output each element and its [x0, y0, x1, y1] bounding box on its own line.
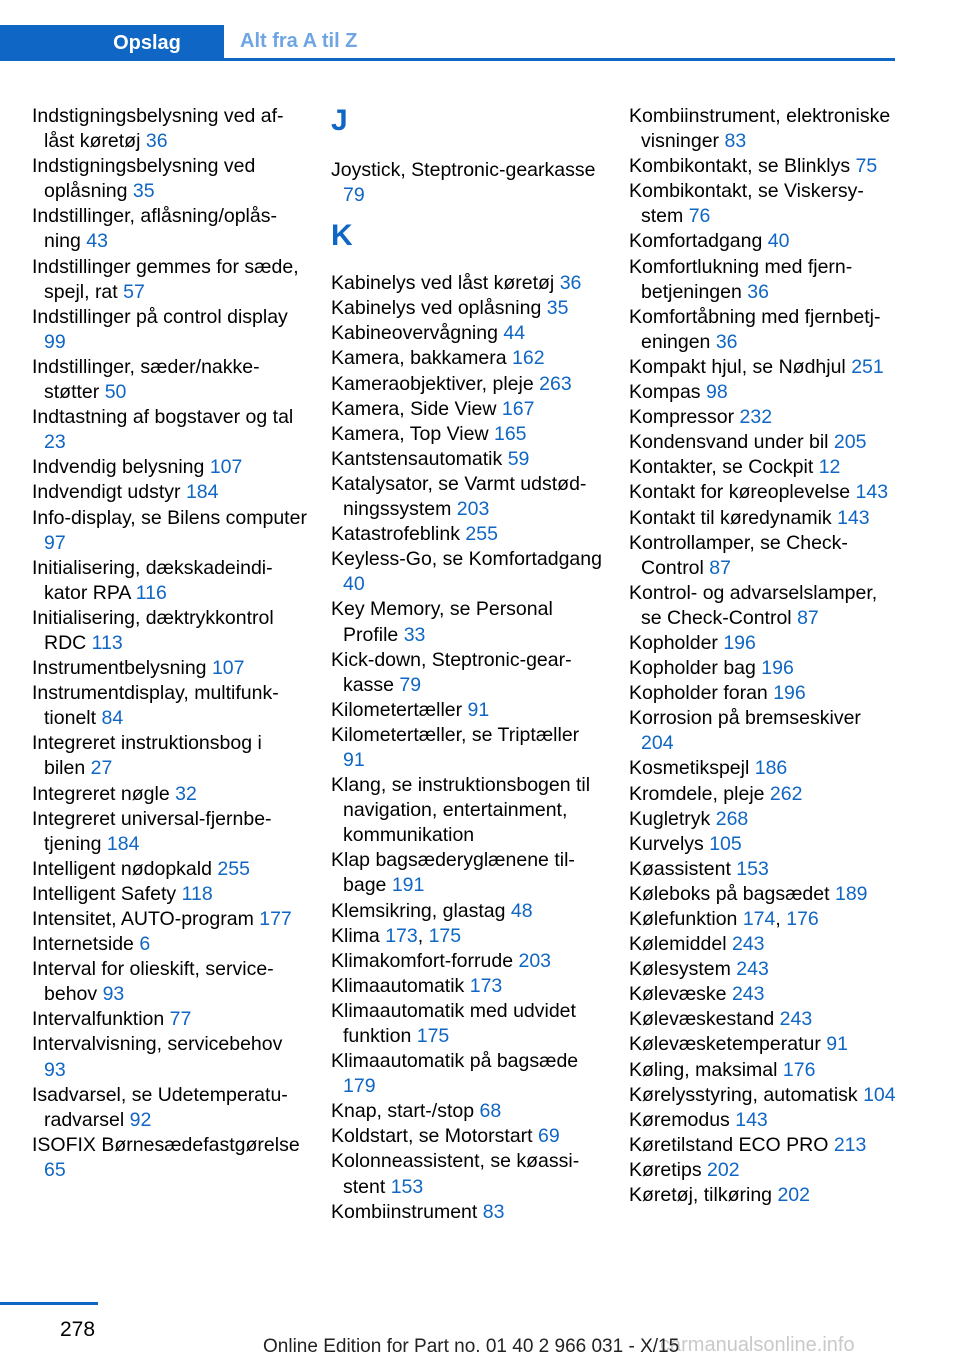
- page-link[interactable]: 59: [507, 447, 530, 470]
- index-entry: [331, 949, 606, 974]
- page-link[interactable]: 48: [510, 899, 533, 922]
- page-link[interactable]: 186: [754, 757, 788, 780]
- page-link[interactable]: 36: [715, 330, 738, 353]
- page-number: 278: [60, 1318, 96, 1341]
- entry-term: Kombiinstrument, elektroniske visninger: [629, 105, 891, 153]
- entry-term: Indstillinger gemmes for sæde, spejl, rat: [32, 255, 299, 303]
- page-link[interactable]: 33: [403, 623, 426, 646]
- entry-term: Klimakomfort-forrude: [331, 949, 514, 972]
- entry-term: Katalysator, se Varmt udstødningssystem: [331, 472, 587, 521]
- index-entry: [331, 648, 606, 698]
- page-link[interactable]: 176: [782, 1058, 816, 1081]
- index-entry: [32, 907, 307, 932]
- page-link[interactable]: 232: [739, 406, 773, 429]
- entry-term: Kombiinstrument: [331, 1200, 478, 1223]
- index-entry: [331, 1099, 606, 1124]
- index-entry: [629, 480, 897, 505]
- index-entry: [331, 597, 606, 647]
- page-link[interactable]: 83: [724, 130, 747, 153]
- page-link[interactable]: 43: [86, 230, 108, 253]
- entry-term: Indstillinger på control display: [32, 305, 288, 328]
- entry-term: Intervalfunktion: [32, 1008, 165, 1031]
- page-link[interactable]: 243: [779, 1008, 813, 1031]
- index-entry: [32, 957, 307, 1007]
- page-link[interactable]: 32: [175, 782, 197, 805]
- index-entry: [629, 932, 897, 957]
- entry-term: Indvendig belysning: [32, 456, 205, 479]
- page-link[interactable]: 203: [518, 949, 552, 972]
- page-link[interactable]: 68: [479, 1100, 502, 1123]
- page-link[interactable]: 203: [456, 498, 490, 521]
- index-entry: [629, 154, 897, 179]
- index-entry: [331, 397, 606, 422]
- index-entry: [629, 631, 897, 656]
- entry-term: Klimaautomatik: [331, 974, 465, 997]
- index-entry: [629, 1108, 897, 1133]
- index-entry: [32, 681, 307, 731]
- index-entry: [629, 1032, 897, 1057]
- index-entry: [32, 731, 307, 781]
- index-entry: [331, 698, 606, 723]
- entry-term: Kosmetikspejl: [629, 757, 750, 780]
- entry-term: Kontakt for køreoplevelse: [629, 481, 851, 504]
- page-link[interactable]: 91: [826, 1033, 848, 1056]
- entry-term: Komfortlukning med fjernbetjeningen: [629, 255, 853, 303]
- page-link[interactable]: 205: [833, 431, 867, 454]
- tab-alt-fra-a-til-z[interactable]: Alt fra A til Z: [240, 30, 358, 52]
- page-link[interactable]: 36: [145, 130, 168, 153]
- entry-term: Kompakt hjul, se Nødhjul: [629, 355, 846, 378]
- index-entry: [629, 1158, 897, 1183]
- index-entry: [32, 606, 307, 656]
- entry-term: Korrosion på bremseskiver: [629, 707, 861, 730]
- entry-term: Kontakter, se Cockpit: [629, 456, 814, 479]
- index-entry: [32, 1133, 307, 1183]
- entry-term: Klap bagsæderyglænene tilbage: [331, 849, 575, 897]
- page-link[interactable]: 167: [501, 397, 535, 420]
- index-entry: [32, 1083, 307, 1133]
- entry-term: Indstillinger, sæder/nakkestøtter: [32, 355, 260, 404]
- index-entry: [331, 447, 606, 472]
- index-entry: [32, 506, 307, 556]
- entry-term: Internetside: [32, 933, 134, 956]
- page-link[interactable]: 191: [391, 874, 425, 897]
- entry-term: Kølemiddel: [629, 933, 727, 956]
- entry-term: Klimaautomatik på bagsæde: [331, 1050, 579, 1073]
- page-link[interactable]: 175: [416, 1025, 450, 1047]
- page-link[interactable]: 36: [559, 272, 582, 295]
- index-entry: [331, 372, 606, 397]
- page-link[interactable]: 175: [428, 924, 462, 947]
- header-divider: [0, 58, 895, 61]
- entry-term: Kromdele, pleje: [629, 782, 765, 805]
- page-link[interactable]: 184: [106, 832, 140, 855]
- entry-term: Knap, start-/stop: [331, 1100, 475, 1123]
- index-entry: [629, 255, 897, 305]
- entry-term: Køretips: [629, 1158, 702, 1181]
- page-link[interactable]: 79: [399, 673, 422, 696]
- index-entry: [629, 882, 897, 907]
- page-link[interactable]: 202: [707, 1158, 740, 1181]
- entry-term: Kolonneassistent, se køassistent: [331, 1150, 580, 1198]
- index-entry: [629, 756, 897, 781]
- index-column-2: [331, 104, 606, 1225]
- page-link[interactable]: 262: [769, 782, 803, 805]
- entry-term: Integreret nøgle: [32, 782, 170, 805]
- index-entry: [629, 430, 897, 455]
- page-link[interactable]: 104: [863, 1083, 896, 1106]
- entry-term: Kombikontakt, se Viskersystem: [629, 180, 864, 228]
- page-link[interactable]: 213: [833, 1133, 867, 1156]
- tab-opslag[interactable]: Opslag: [0, 25, 224, 61]
- entry-term: Integreret instruktionsbog i bilen: [32, 732, 262, 780]
- entry-term: Kabineovervågning: [331, 322, 498, 345]
- index-entry: [629, 857, 897, 882]
- entry-term: Kilometertæller: [331, 698, 463, 721]
- index-entry: [629, 506, 897, 531]
- entry-term: Keyless-Go, se Komfortadgang: [331, 548, 602, 571]
- entry-term: Kabinelys ved oplåsning: [331, 297, 542, 320]
- page-link[interactable]: 92: [129, 1108, 152, 1131]
- index-entry: [629, 982, 897, 1007]
- index-entry: [629, 1007, 897, 1032]
- entry-term: Kombikontakt, se Blinklys: [629, 155, 851, 178]
- entry-term: Info-display, se Bilens computer: [32, 506, 307, 529]
- entry-term: Intelligent Safety: [32, 882, 177, 905]
- index-entry: [629, 832, 897, 857]
- index-column-3: [629, 104, 897, 1208]
- index-entry: [32, 782, 307, 807]
- index-entry: [331, 271, 606, 296]
- page-link[interactable]: 75: [855, 155, 878, 178]
- footer-divider: [0, 1302, 98, 1305]
- page-link[interactable]: 35: [132, 180, 155, 203]
- page-link[interactable]: 12: [818, 456, 841, 479]
- page-link[interactable]: 69: [538, 1125, 560, 1148]
- entry-term: Kugletryk: [629, 807, 711, 830]
- page-link[interactable]: 196: [773, 682, 806, 705]
- index-entry: Klima 173, 175: [331, 924, 462, 947]
- entry-term: Køretøj, tilkøring: [629, 1184, 773, 1207]
- page-link[interactable]: 98: [705, 381, 728, 404]
- entry-term: Initialisering, dækskadeindikator RPA: [32, 556, 273, 604]
- index-entry: [32, 204, 307, 254]
- page-link[interactable]: 243: [731, 933, 765, 956]
- page-link[interactable]: 93: [44, 1058, 66, 1081]
- index-entry: [32, 807, 307, 857]
- entry-term: Integreret universal-fjernbetjening: [32, 807, 272, 855]
- page-link[interactable]: 143: [837, 506, 870, 529]
- page-link[interactable]: 165: [493, 422, 527, 445]
- entry-term: Klimaautomatik med udvidet funktion: [331, 999, 576, 1047]
- page-link[interactable]: 57: [123, 280, 145, 303]
- entry-term: Kopholder bag: [629, 657, 756, 680]
- entry-term: Køling, maksimal: [629, 1058, 778, 1081]
- entry-term: Kopholder foran: [629, 682, 768, 705]
- entry-term: Kontrol- og advarselslamper, se Check-Control: [629, 581, 878, 629]
- index-entry: [629, 1183, 897, 1208]
- page-link[interactable]: 116: [135, 581, 167, 604]
- page-link[interactable]: 174: [742, 908, 776, 930]
- index-entry: [331, 848, 606, 898]
- entry-term: Klemsikring, glastag: [331, 899, 506, 922]
- page-link[interactable]: 189: [834, 882, 868, 905]
- index-entry: [629, 104, 897, 154]
- entry-term: Indtastning af bogstaver og tal: [32, 406, 294, 429]
- page-link[interactable]: 107: [211, 657, 245, 680]
- index-entry: [32, 656, 307, 681]
- page-link[interactable]: 76: [688, 205, 711, 228]
- page-link[interactable]: 40: [767, 230, 790, 253]
- entry-term: Interval for olieskift, servicebehov: [32, 958, 274, 1006]
- entry-term: Joystick, Steptronic-gearkasse: [331, 159, 596, 181]
- index-entry: [32, 305, 307, 355]
- index-entry: [331, 547, 606, 597]
- entry-term: Intelligent nødopkald: [32, 857, 212, 880]
- header-bar: [0, 25, 895, 61]
- index-entry: [331, 296, 606, 321]
- index-entry: [32, 857, 307, 882]
- index-entry: [629, 531, 897, 581]
- edition-note: Online Edition for Part no. 01 40 2 966 031 - X/15: [263, 1336, 680, 1357]
- index-entry: [629, 957, 897, 982]
- page-link[interactable]: 113: [91, 631, 123, 654]
- index-entry: [629, 405, 897, 430]
- entry-term: Kølevæske: [629, 983, 727, 1006]
- entry-term: Kopholder: [629, 631, 718, 654]
- entry-term: Kamera, bakkamera: [331, 347, 507, 370]
- index-entry: [629, 355, 897, 380]
- page-link[interactable]: 143: [735, 1108, 768, 1131]
- page-link[interactable]: 87: [709, 556, 731, 579]
- page-link[interactable]: 179: [343, 1075, 376, 1098]
- entry-term: Indstillinger, aflåsning/oplåsning: [32, 205, 277, 253]
- entry-term: Kantstensautomatik: [331, 447, 503, 470]
- index-entry: [629, 305, 897, 355]
- page-link[interactable]: 35: [546, 297, 569, 320]
- page-link[interactable]: 79: [343, 184, 365, 207]
- entry-term: Indstigningsbelysning ved oplåsning: [32, 155, 256, 203]
- entry-term: Kølevæskestand: [629, 1008, 775, 1031]
- page-link[interactable]: 202: [777, 1184, 810, 1207]
- entry-term: Intervalvisning, servicebehov: [32, 1033, 283, 1056]
- index-entry: [331, 472, 606, 522]
- entry-term: Kompas: [629, 381, 701, 404]
- index-entry: [331, 321, 606, 346]
- page-link[interactable]: 40: [343, 573, 365, 596]
- index-entry: [32, 932, 307, 957]
- index-entry: [32, 355, 307, 405]
- index-entry: [32, 480, 307, 505]
- page-link[interactable]: 91: [467, 698, 490, 721]
- entry-term: Koldstart, se Motorstart: [331, 1125, 533, 1148]
- page-link[interactable]: 50: [104, 381, 127, 404]
- index-entry: [331, 158, 606, 208]
- index-entry: [331, 974, 606, 999]
- index-entry: [629, 656, 897, 681]
- index-entry: [32, 255, 307, 305]
- index-letter-k: K: [331, 219, 353, 253]
- entry-term: Kølesystem: [629, 958, 731, 981]
- index-entry: [331, 422, 606, 447]
- entry-term: Kabinelys ved låst køretøj: [331, 272, 555, 295]
- entry-term: Indvendigt udstyr: [32, 481, 181, 504]
- entry-term: Kick-down, Steptronic-gearkasse: [331, 648, 572, 696]
- index-entry: [629, 807, 897, 832]
- entry-term: Initialisering, dæktrykkontrol RDC: [32, 606, 274, 654]
- entry-term: Klang, se instruktionsbogen til navigation, entertainment, kommunikation: [331, 774, 591, 847]
- entry-term: Instrumentdisplay, multifunktionelt: [32, 682, 279, 730]
- page-link[interactable]: 173: [469, 974, 503, 997]
- index-entry: [32, 104, 307, 154]
- page-link[interactable]: 255: [217, 857, 250, 880]
- index-entry: [331, 723, 606, 773]
- page-link[interactable]: 77: [169, 1008, 192, 1031]
- entry-term: Kompressor: [629, 406, 735, 429]
- page-link[interactable]: 255: [465, 523, 498, 546]
- page-link[interactable]: 162: [512, 347, 545, 370]
- index-entry: [331, 346, 606, 371]
- entry-term: Isadvarsel, se Udetemperaturadvarsel: [32, 1083, 288, 1131]
- entry-term: Kamera, Top View: [331, 422, 489, 445]
- index-entry: [32, 405, 307, 455]
- entry-term: Køleboks på bagsædet: [629, 882, 830, 905]
- index-letter-j: J: [331, 104, 348, 137]
- page-link[interactable]: 268: [715, 807, 749, 830]
- page-link[interactable]: 84: [101, 707, 124, 730]
- index-entry: [32, 455, 307, 480]
- page-link[interactable]: 6: [139, 933, 151, 956]
- page-link[interactable]: 23: [44, 431, 66, 454]
- entry-term: Key Memory, se Personal Profile: [331, 598, 553, 646]
- index-entry: [32, 882, 307, 907]
- page-link[interactable]: 196: [761, 657, 794, 680]
- entry-term: Komfortadgang: [629, 230, 763, 253]
- page-link[interactable]: 204: [641, 732, 674, 755]
- index-entry: [331, 899, 606, 924]
- entry-term: Kamera, Side View: [331, 397, 497, 420]
- page-link[interactable]: 184: [185, 481, 219, 504]
- index-entry: [331, 1149, 606, 1199]
- entry-term: Katastrofeblink: [331, 523, 460, 546]
- page-link[interactable]: 263: [539, 372, 572, 395]
- page-link[interactable]: 99: [44, 330, 66, 353]
- index-entry: [629, 1058, 897, 1083]
- entry-term: Kontrollamper, se Check-Control: [629, 531, 848, 579]
- page-link[interactable]: 177: [259, 908, 292, 930]
- page-link[interactable]: 243: [731, 983, 765, 1006]
- entry-term: Indstigningsbelysning ved aflåst køretøj: [32, 105, 284, 153]
- entry-term: Komfortåbning med fjernbetjeningen: [629, 305, 881, 353]
- index-entry: [331, 1049, 606, 1099]
- index-entry: Kølefunktion 174, 176: [629, 908, 819, 930]
- entry-term: Kølefunktion: [629, 908, 738, 930]
- index-entry: [629, 706, 897, 756]
- page-link[interactable]: 27: [90, 757, 113, 780]
- index-column-1: [32, 104, 307, 1183]
- index-entry: [629, 782, 897, 807]
- index-entry: [629, 681, 897, 706]
- index-entry: [629, 581, 897, 631]
- index-entry: [32, 1032, 307, 1082]
- index-entry: [629, 1083, 897, 1108]
- entry-term: Intensitet, AUTO-program: [32, 908, 254, 930]
- entry-term: Køretilstand ECO PRO: [629, 1133, 829, 1156]
- page-link[interactable]: 105: [709, 832, 742, 855]
- entry-term: Kontakt til køredynamik: [629, 506, 832, 529]
- page-link[interactable]: 83: [482, 1200, 505, 1223]
- index-entry: [331, 1200, 606, 1225]
- index-entry: [331, 522, 606, 547]
- index-entry: [629, 380, 897, 405]
- page-link[interactable]: 153: [390, 1175, 424, 1198]
- index-entry: [629, 179, 897, 229]
- page-link[interactable]: 97: [44, 531, 66, 554]
- entry-term: Instrumentbelysning: [32, 657, 207, 680]
- index-entry: [629, 455, 897, 480]
- entry-term: Køremodus: [629, 1108, 730, 1131]
- entry-term: Kondensvand under bil: [629, 431, 829, 454]
- page-link[interactable]: 44: [503, 322, 526, 345]
- page-link[interactable]: 143: [855, 481, 889, 504]
- page-link[interactable]: 107: [209, 456, 243, 479]
- entry-term: Kilometertæller, se Triptæller: [331, 723, 580, 746]
- index-entry: [32, 1007, 307, 1032]
- entry-term: Kølevæsketemperatur: [629, 1033, 821, 1056]
- index-entry: [32, 154, 307, 204]
- entry-term: Klima: [331, 924, 380, 947]
- index-entry: [629, 229, 897, 254]
- page-link[interactable]: 176: [786, 908, 819, 930]
- index-entry: [331, 999, 606, 1049]
- page-link[interactable]: 153: [736, 857, 769, 880]
- page-link[interactable]: 118: [181, 882, 213, 905]
- page-link[interactable]: 251: [851, 355, 884, 378]
- page-link[interactable]: 93: [102, 983, 125, 1006]
- entry-term: Køassistent: [629, 857, 731, 880]
- page-link[interactable]: 243: [736, 958, 769, 981]
- index-entry: [331, 1124, 606, 1149]
- watermark: carmanualsonline.info: [660, 1334, 855, 1356]
- entry-term: Kørelysstyring, automatisk: [629, 1083, 858, 1106]
- page-link[interactable]: 196: [723, 631, 756, 654]
- index-entry: [331, 773, 606, 848]
- entry-term: Kameraobjektiver, pleje: [331, 372, 534, 395]
- entry-term: ISOFIX Børnesædefastgørelse: [32, 1133, 300, 1156]
- page-link[interactable]: 91: [343, 748, 365, 771]
- index-entry: [32, 556, 307, 606]
- page-link[interactable]: 173: [385, 924, 418, 947]
- page-link[interactable]: 65: [44, 1158, 66, 1181]
- page-link[interactable]: 36: [747, 280, 769, 303]
- page-link[interactable]: 87: [797, 606, 819, 629]
- index-entry: [629, 1133, 897, 1158]
- entry-term: Kurvelys: [629, 832, 704, 855]
